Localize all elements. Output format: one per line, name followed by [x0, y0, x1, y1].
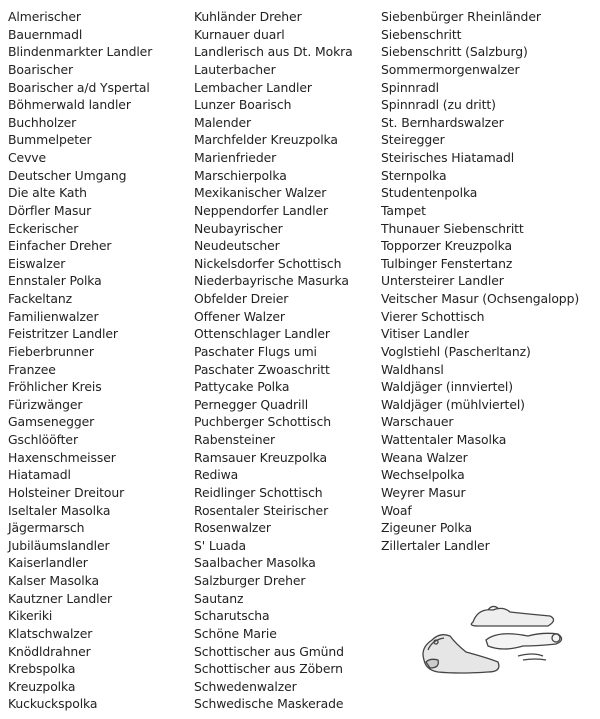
dance-name: Rabensteiner — [194, 432, 276, 447]
dance-name: Paschater Flugs umi — [194, 343, 317, 359]
dance-name: Schwedische Maskerade — [194, 696, 344, 712]
dance-name: Bauernmadl — [8, 26, 83, 42]
dance-name: Vierer Schottisch — [381, 308, 485, 324]
dance-name: Pernegger Quadrill — [194, 396, 309, 412]
dance-name: Paschater Zwoaschritt — [194, 361, 330, 377]
dance-name: Boarischer — [8, 61, 74, 77]
dance-name: Waldhansl — [381, 361, 444, 377]
dance-name: Steirisches Hiatamadl — [381, 150, 515, 165]
dance-name: Spinnradl (zu dritt) — [381, 97, 496, 113]
dance-name: Schöne Marie — [194, 625, 277, 641]
dance-name: Wattentaler Masolka — [381, 432, 507, 447]
dance-name: Waldjäger (mühlviertel) — [381, 396, 525, 412]
dance-name: St. Bernhardswalzer — [381, 114, 504, 130]
dance-name: Pattycake Polka — [194, 379, 290, 395]
dance-name: Spinnradl — [381, 79, 439, 95]
dance-name: Ennstaler Polka — [8, 273, 102, 289]
dance-name: Untersteirer Landler — [381, 273, 504, 289]
dance-list-column-2 — [194, 8, 353, 713]
dance-name: Die alte Kath — [8, 185, 87, 201]
dance-name: Eckerischer — [8, 220, 79, 236]
dance-name: Siebenschritt — [381, 26, 462, 42]
dance-name: Wechselpolka — [381, 467, 465, 483]
dance-name: Mexikanischer Walzer — [194, 185, 327, 201]
dance-name: Scharutscha — [194, 608, 270, 624]
dance-name: Sternpolka — [381, 167, 447, 183]
dance-name: Offener Walzer — [194, 308, 285, 324]
dance-name: Neudeutscher — [194, 238, 280, 254]
dance-name: Studentenpolka — [381, 185, 478, 201]
dance-name: Schottischer aus Zöbern — [194, 661, 343, 677]
dance-name: Ottenschlager Landler — [194, 326, 330, 342]
dance-name: Thunauer Siebenschritt — [381, 220, 524, 236]
dance-name: Fröhlicher Kreis — [8, 379, 102, 395]
dance-name: Warschauer — [381, 414, 454, 430]
dance-name: Siebenbürger Rheinländer — [381, 9, 541, 24]
dance-name: Lembacher Landler — [194, 79, 312, 95]
dance-name: Marienfrieder — [194, 150, 277, 165]
dance-name: Sautanz — [194, 590, 244, 606]
dance-name: Rosentaler Steirischer — [194, 502, 329, 518]
dance-name: Vitiser Landler — [381, 326, 469, 342]
dance-name: Klatschwalzer — [8, 625, 93, 641]
dance-name: Reidlinger Schottisch — [194, 484, 323, 500]
dance-name: Iseltaler Masolka — [8, 502, 111, 518]
dance-name: Einfacher Dreher — [8, 238, 112, 254]
dance-name: Weana Walzer — [381, 449, 468, 465]
dance-name: Fürizwänger — [8, 396, 83, 412]
dance-name: Deutscher Umgang — [8, 167, 127, 183]
dance-name: Puchberger Schottisch — [194, 414, 331, 430]
dance-name: Tulbinger Fenstertanz — [381, 255, 513, 271]
dance-name: Topporzer Kreuzpolka — [381, 238, 512, 254]
dance-name: Kautzner Landler — [8, 590, 112, 606]
dance-name: Krebspolka — [8, 661, 76, 677]
dance-name: Neubayrischer — [194, 220, 283, 236]
dance-name: Kuckuckspolka — [8, 696, 98, 712]
dance-name: Kikeriki — [8, 608, 53, 624]
dance-name: Bummelpeter — [8, 132, 92, 148]
dance-name: Schwedenwalzer — [194, 678, 297, 694]
dance-name: Rosenwalzer — [194, 520, 271, 536]
dance-name: Veitscher Masur (Ochsengalopp) — [381, 291, 580, 306]
dance-name: Zigeuner Polka — [381, 520, 472, 536]
dance-name: Hiatamadl — [8, 467, 71, 483]
dance-name: Feistritzer Landler — [8, 326, 118, 342]
dance-name: Dörfler Masur — [8, 202, 92, 218]
dance-name: Marchfelder Kreuzpolka — [194, 132, 338, 148]
dance-name: Boarischer a/d Yspertal — [8, 79, 150, 95]
dance-name: Familienwalzer — [8, 308, 99, 324]
dance-name: Knödldrahner — [8, 643, 91, 659]
dance-name: Kurnauer duarl — [194, 26, 285, 42]
dancing-shoes-illustration — [418, 600, 573, 680]
dance-name: Sommermorgenwalzer — [381, 61, 520, 77]
dance-name: Buchholzer — [8, 114, 77, 130]
dance-name: Holsteiner Dreitour — [8, 484, 125, 500]
dance-name: Tampet — [381, 202, 426, 218]
dance-name: Rediwa — [194, 467, 239, 483]
dance-name: Woaf — [381, 502, 412, 518]
dance-name: Fackeltanz — [8, 291, 73, 306]
dance-name: Cevve — [8, 150, 47, 165]
dance-name: Zillertaler Landler — [381, 537, 490, 553]
dance-name: Eiswalzer — [8, 255, 66, 271]
dance-name: Malender — [194, 114, 251, 130]
dance-name: Waldjäger (innviertel) — [381, 379, 513, 395]
dance-name: Kaiserlandler — [8, 555, 88, 571]
dance-name: Haxenschmeisser — [8, 449, 116, 465]
dance-name: Kalser Masolka — [8, 573, 99, 588]
dance-name: Obfelder Dreier — [194, 291, 289, 306]
dance-name: Gschlööfter — [8, 432, 78, 447]
dance-name: Jägermarsch — [8, 520, 85, 536]
dance-name: Jubiläumslandler — [8, 537, 110, 553]
dance-name: Nickelsdorfer Schottisch — [194, 255, 342, 271]
dance-name: Saalbacher Masolka — [194, 555, 316, 571]
dance-name: Kuhländer Dreher — [194, 9, 302, 24]
dance-name: Landlerisch aus Dt. Mokra — [194, 44, 353, 60]
dance-name: Kreuzpolka — [8, 678, 76, 694]
dance-name: Niederbayrische Masurka — [194, 273, 349, 289]
dance-name: Fieberbrunner — [8, 343, 94, 359]
dance-name: Ramsauer Kreuzpolka — [194, 449, 328, 465]
dance-name: Lunzer Boarisch — [194, 97, 292, 113]
dance-name: Siebenschritt (Salzburg) — [381, 44, 528, 60]
dance-name: S' Luada — [194, 537, 246, 553]
dance-name: Franzee — [8, 361, 56, 377]
dance-name: Blindenmarkter Landler — [8, 44, 153, 60]
dance-name: Steiregger — [381, 132, 445, 148]
dance-name: Voglstiehl (Pascherltanz) — [381, 343, 531, 359]
dance-name: Gamsenegger — [8, 414, 95, 430]
dance-list-column-1 — [8, 8, 152, 713]
dance-name: Lauterbacher — [194, 61, 276, 77]
dance-name: Böhmerwald landler — [8, 97, 131, 113]
dance-name: Weyrer Masur — [381, 484, 466, 500]
dance-name: Schottischer aus Gmünd — [194, 643, 344, 659]
dance-name: Marschierpolka — [194, 167, 287, 183]
dance-list-column-3 — [381, 8, 579, 554]
dance-name: Almerischer — [8, 9, 81, 24]
dance-name: Neppendorfer Landler — [194, 202, 329, 218]
dance-name: Salzburger Dreher — [194, 573, 306, 588]
